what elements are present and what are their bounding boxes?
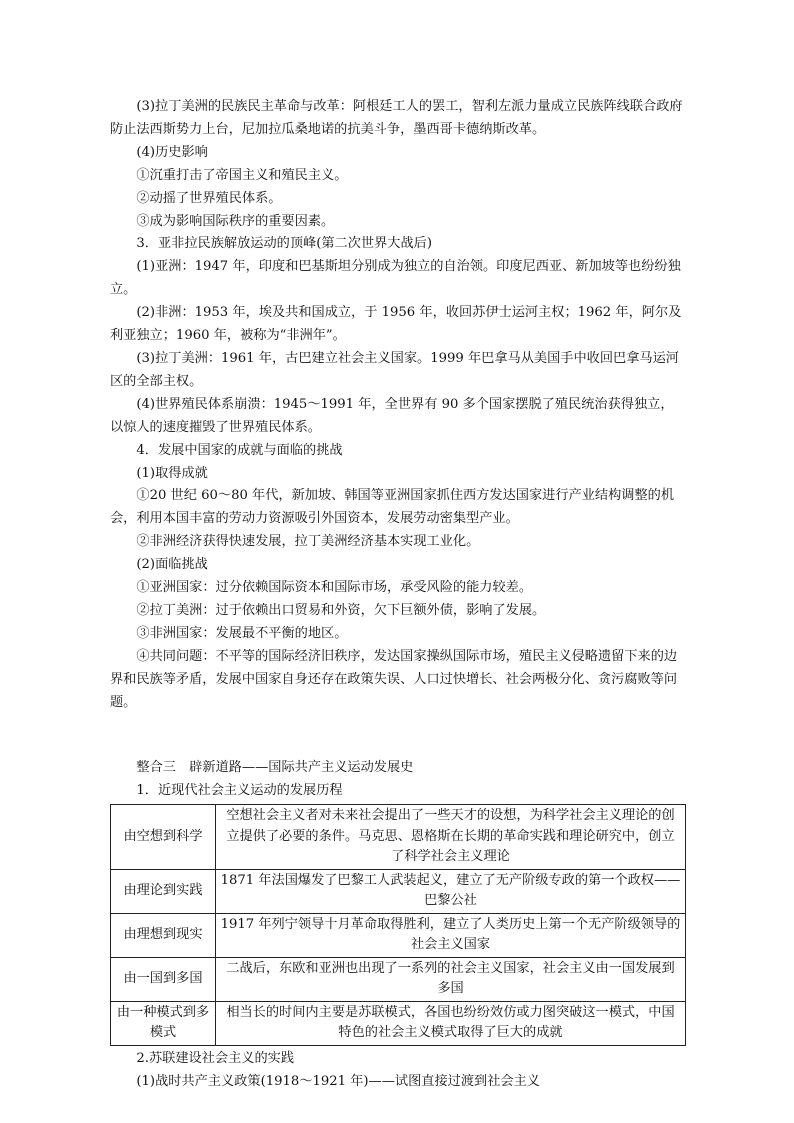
section-gap <box>110 714 686 757</box>
part3-sub1-heading: 1．近现代社会主义运动的发展历程 <box>136 783 343 799</box>
document-page <box>110 96 686 1094</box>
historical-impact-heading: (4)历史影响 <box>136 144 208 160</box>
section-4-heading: 4．发展中国家的成就与面临的挑战 <box>136 442 343 458</box>
desc-cell: 1917 年列宁领导十月革命取得胜利，建立了人类历史上第一个无产阶级领导的社会主义国家 <box>216 913 686 957</box>
stage-cell: 由空想到科学 <box>111 805 216 870</box>
latin-america-revolution: (3)拉丁美洲的民族民主革命与改革：阿根廷工人的罢工，智利左派力量成立民族阵线联合政府防止法西斯势力上台，尼加拉瓜桑地诺的抗美斗争，墨西哥卡德纳斯改革。 <box>110 99 683 137</box>
table-row <box>111 957 686 1001</box>
impact-item: ①沉重打击了帝国主义和殖民主义。 <box>136 167 348 183</box>
table-row <box>111 1001 686 1045</box>
stage-cell: 由一国到多国 <box>111 957 216 1001</box>
sec3-item: (3)拉丁美洲：1961 年，古巴建立社会主义国家。1999 年巴拿马从美国手中收回巴拿马运河区的全部主权。 <box>110 350 679 389</box>
achievements-heading: (1)取得成就 <box>136 465 208 481</box>
impact-item: ③成为影响国际秩序的重要因素。 <box>136 213 335 229</box>
table-row <box>111 805 686 870</box>
war-communism-item: (1)战时共产主义政策(1918～1921 年)——试图直接过渡到社会主义 <box>136 1073 540 1089</box>
section-3-heading: 3．亚非拉民族解放运动的顶峰(第二次世界大战后) <box>136 236 433 252</box>
stage-cell: 由理论到实践 <box>111 869 216 913</box>
impact-item: ②动摇了世界殖民体系。 <box>136 190 282 206</box>
desc-cell: 1871 年法国爆发了巴黎工人武装起义，建立了无产阶级专政的第一个政权——巴黎公社 <box>216 869 686 913</box>
desc-cell: 二战后，东欧和亚洲也出现了一系列的社会主义国家，社会主义由一国发展到多国 <box>216 957 686 1001</box>
stage-cell: 由理想到现实 <box>111 913 216 957</box>
part-3-title: 整合三 辟新道路——国际共产主义运动发展史 <box>136 760 414 776</box>
challenge-item: ③非洲国家：发展最不平衡的地区。 <box>136 625 348 641</box>
achievement-item: ②非洲经济获得快速发展，拉丁美洲经济基本实现工业化。 <box>136 534 480 550</box>
sec3-item: (1)亚洲：1947 年，印度和巴基斯坦分别成为独立的自治领。印度尼西亚、新加坡等也纷纷独立。 <box>110 259 681 298</box>
desc-cell: 相当长的时间内主要是苏联模式，各国也纷纷效仿或力图突破这一模式，中国特色的社会主义模式取得了巨大的成就 <box>216 1001 686 1045</box>
sec3-item: (2)非洲：1953 年，埃及共和国成立，于 1956 年，收回苏伊士运河主权；1962 年，阿尔及利亚独立；1960 年，被称为“非洲年”。 <box>110 305 682 344</box>
achievement-item: ①20 世纪 60～80 年代，新加坡、韩国等亚洲国家抓住西方发达国家进行产业结构调整的机会，利用本国丰富的劳动力资源吸引外国资本，发展劳动密集型产业。 <box>110 488 675 527</box>
challenge-item: ④共同问题：不平等的国际经济旧秩序，发达国家操纵国际市场，殖民主义侵略遗留下来的边界和民族等矛盾，发展中国家自身还存在政策失误、人口过快增长、社会两极分化、贪污腐败等问题。 <box>110 648 678 710</box>
stage-cell: 由一种模式到多模式 <box>111 1001 216 1045</box>
table-row <box>111 913 686 957</box>
sec3-item: (4)世界殖民体系崩溃：1945～1991 年，全世界有 90 多个国家摆脱了殖民统治获得独立，以惊人的速度摧毁了世界殖民体系。 <box>110 396 674 435</box>
table-row <box>111 869 686 913</box>
challenge-item: ②拉丁美洲：过于依赖出口贸易和外资，欠下巨额外债，影响了发展。 <box>136 602 546 618</box>
socialism-development-table <box>110 804 686 1046</box>
challenge-item: ①亚洲国家：过分依赖国际资本和国际市场，承受风险的能力较差。 <box>136 580 533 596</box>
desc-cell: 空想社会主义者对未来社会提出了一些天才的设想，为科学社会主义理论的创立提供了必要的条件。马克思、恩格斯在长期的革命实践和理论研究中，创立了科学社会主义理论 <box>216 805 686 870</box>
challenges-heading: (2)面临挑战 <box>136 557 208 573</box>
part3-sub2-heading: 2.苏联建设社会主义的实践 <box>136 1050 295 1066</box>
